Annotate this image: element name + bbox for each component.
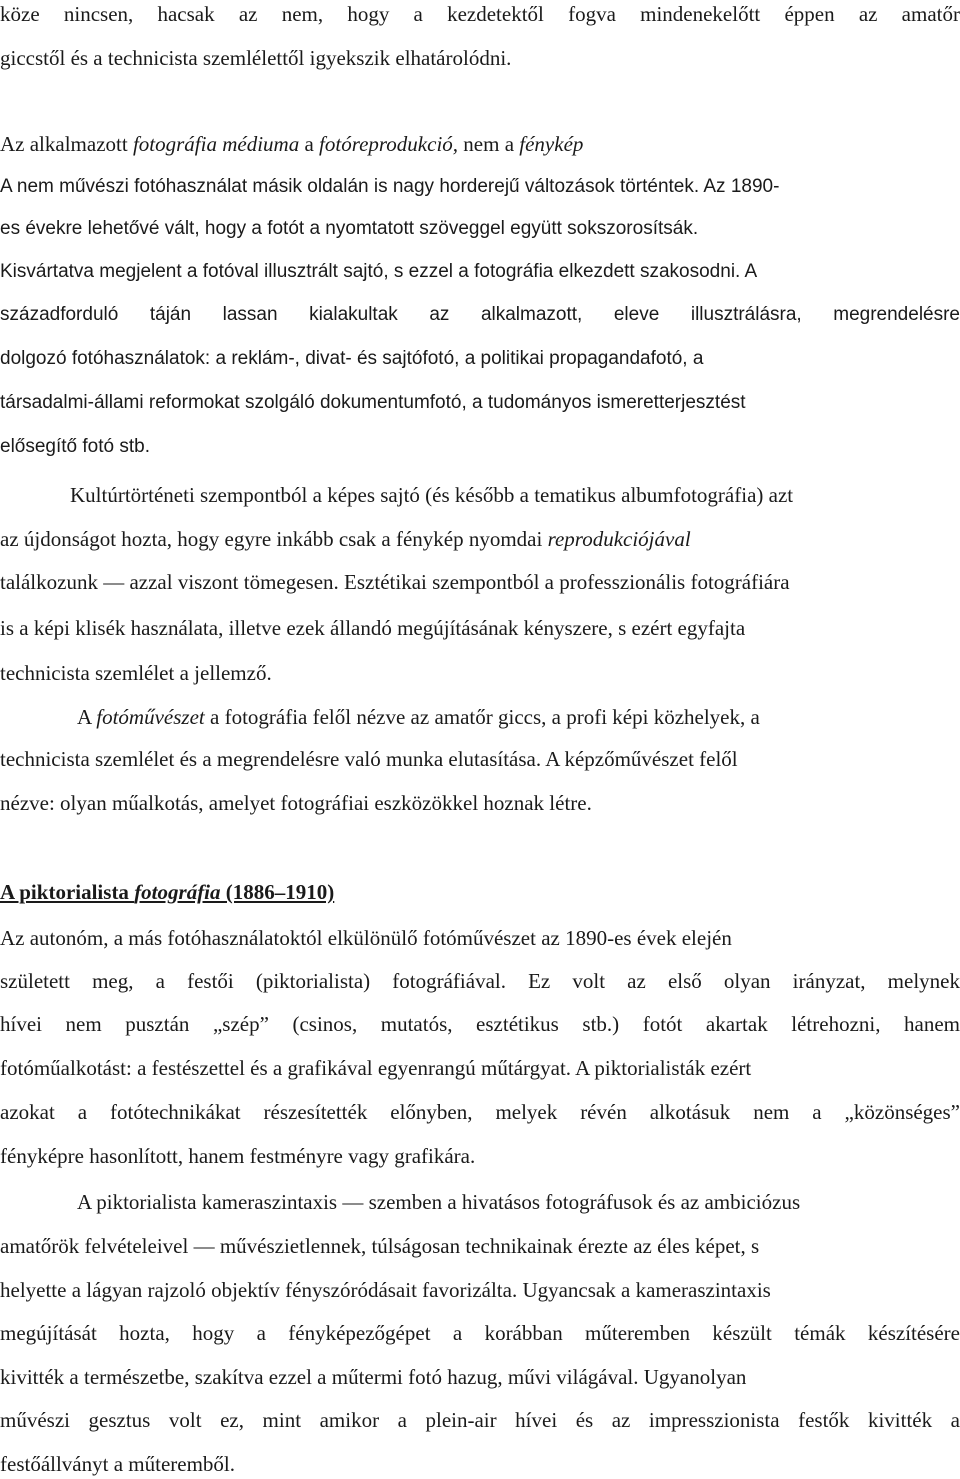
text-span: Az alkalmazott (0, 132, 133, 156)
text-span: a fotográfia felől nézve az amatőr giccs, a profi képi közhelyek, a (204, 705, 760, 729)
text-line: A nem művészi fotóhasználat másik oldalán is nagy horderejű változások történtek. Az 1890- (0, 176, 780, 197)
text-line: giccstől és a technicista szemlélettől igyekszik elhatárolódni. (0, 46, 512, 70)
text-line: hívei nem pusztán „szép” (csinos, mutatós, esztétikus stb.) fotót akartak létrehozni, hanem (0, 1012, 960, 1036)
text-line: fényképre hasonlított, hanem festményre vagy grafikára. (0, 1144, 476, 1168)
subheading-line (0, 130, 960, 158)
text-line: es évekre lehetővé vált, hogy a fotót a nyomtatott szöveggel együtt sokszorosítsák. (0, 218, 699, 239)
text-span: A (77, 705, 97, 729)
text-line: Az autonóm, a más fotóhasználatoktól elkülönülő fotóművészet az 1890-es évek elején (0, 926, 732, 950)
heading-text: (1886–1910) (220, 880, 335, 904)
text-line: köze nincsen, hacsak az nem, hogy a kezdetektől fogva mindenekelőtt éppen az amatőr (0, 2, 960, 26)
text-line (77, 703, 957, 731)
text-line: századforduló táján lassan kialakultak az alkalmazott, eleve illusztrálásra, megrendelésre (0, 304, 960, 325)
text-line: társadalmi-állami reformokat szolgáló dokumentumfotó, a tudományos ismeretterjesztést (0, 392, 746, 413)
text-line: született meg, a festői (piktorialista) fotográfiával. Ez volt az első olyan irányzat, melynek (0, 969, 960, 993)
text-line: kivitték a természetbe, szakítva ezzel a műtermi fotó hazug, művi világával. Ugyanolyan (0, 1365, 747, 1389)
text-line: találkozunk — azzal viszont tömegesen. Esztétikai szempontból a professzionális fotográfiára (0, 570, 790, 594)
italic-text: fotóművészet (96, 705, 205, 729)
italic-text: fénykép (519, 132, 584, 156)
text-span: az újdonságot hozta, hogy egyre inkább csak a fénykép nyomdai (0, 527, 548, 551)
text-line: Kisvártatva megjelent a fotóval illusztrált sajtó, s ezzel a fotográfia elkezdett szakosodni. A (0, 261, 758, 282)
text-line: festőállványt a műteremből. (0, 1452, 236, 1476)
text-line: fotóműalkotást: a festészettel és a grafikával egyenrangú műtárgyat. A piktorialisták ezért (0, 1056, 752, 1080)
text-line: Kultúrtörténeti szempontból a képes sajtó (és később a tematikus albumfotográfia) azt (70, 483, 794, 507)
text-line (0, 525, 960, 553)
text-line: azokat a fotótechnikákat részesítették előnyben, melyek révén alkotásuk nem a „közönséges” (0, 1100, 960, 1124)
text-line: nézve: olyan műalkotás, amelyet fotográfiai eszközökkel hoznak létre. (0, 791, 592, 815)
text-line: művészi gesztus volt ez, mint amikor a plein-air hívei és az impresszionista festők kivitték a (0, 1408, 960, 1432)
text-line: technicista szemlélet és a megrendelésre való munka elutasítása. A képzőművészet felől (0, 747, 738, 771)
text-span: a (299, 132, 320, 156)
heading-text: A piktorialista (0, 880, 135, 904)
text-line: is a képi klisék használata, illetve ezek állandó megújításának kényszere, s ezért egyfajta (0, 616, 746, 640)
italic-text: fotográfia médiuma (132, 132, 300, 156)
text-line: helyette a lágyan rajzoló objektív fényszóródásait favorizálta. Ugyancsak a kameraszintaxis (0, 1278, 771, 1302)
text-span: nem a (458, 132, 520, 156)
heading-italic-text: fotográfia (134, 880, 221, 904)
italic-text: reprodukciójával (547, 527, 691, 551)
text-line: elősegítő fotó stb. (0, 436, 150, 457)
text-line: dolgozó fotóhasználatok: a reklám-, divat- és sajtófotó, a politikai propagandafotó, a (0, 348, 704, 369)
text-line: megújítását hozta, hogy a fényképezőgépet a korábban műteremben készült témák készítésére (0, 1321, 960, 1345)
text-line: technicista szemlélet a jellemző. (0, 661, 272, 685)
text-line: amatőrök felvételeivel — művészietlennek, túlságosan technikainak érezte az éles képet, s (0, 1234, 760, 1258)
italic-text: fotóreprodukció, (319, 132, 459, 156)
section-heading (0, 878, 960, 906)
text-line: A piktorialista kameraszintaxis — szemben a hivatásos fotográfusok és az ambiciózus (77, 1190, 801, 1214)
